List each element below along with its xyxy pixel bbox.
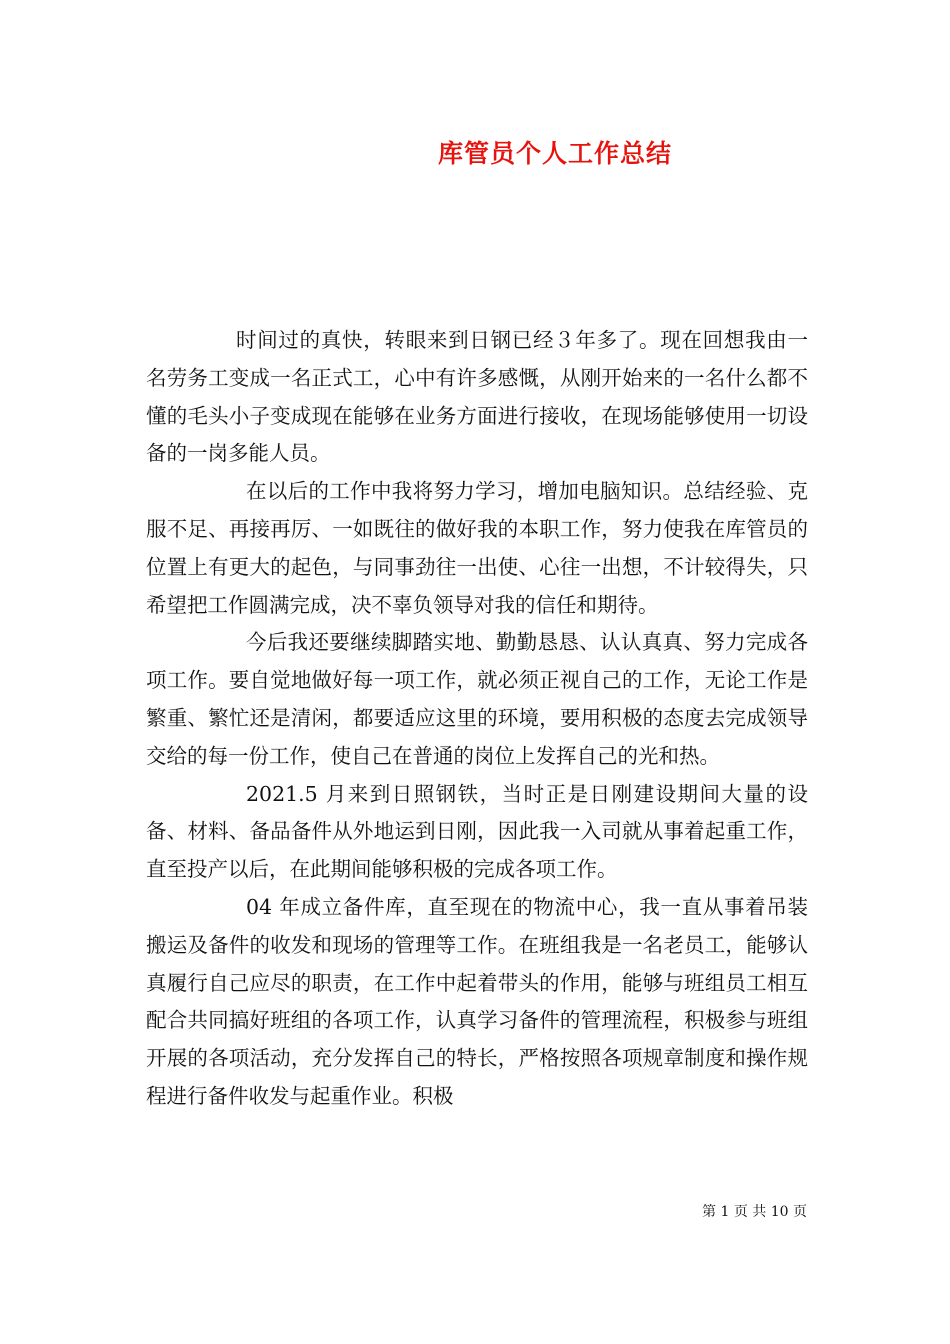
paragraph-1: 时间过的真快，转眼来到日钢已经３年多了。现在回想我由一名劳务工变成一名正式工，心中有许多感慨，从刚开始来的一名什么都不懂的毛头小子变成现在能够在业务方面进行接收，在现场能够使用一切设备的一岗多能人员。	[146, 328, 808, 466]
paragraph-4: 2021.5 月来到日照钢铁，当时正是日刚建设期间大量的设备、材料、备品备件从外地运到日刚，因此我一入司就从事着起重工作，直至投产以后，在此期间能够积极的完成各项工作。	[146, 781, 808, 882]
document-title: 库管员个人工作总结	[437, 139, 672, 168]
paragraph-5: 04 年成立备件库，直至现在的物流中心，我一直从事着吊装搬运及备件的收发和现场的管理等工作。在班组我是一名老员工，能够认真履行自己应尽的职责，在工作中起着带头的作用，能够与班组员工相互配合共同搞好班组的各项工作，认真学习备件的管理流程，积极参与班组开展的各项活动，充分发挥自己的特长，严格按照各项规章制度和操作规程进行备件收发与起重作业。积极	[146, 894, 808, 1108]
page-number-footer: 第 1 页 共 10 页	[702, 1204, 807, 1220]
paragraph-3: 今后我还要继续脚踏实地、勤勤恳恳、认认真真、努力完成各项工作。要自觉地做好每一项工作，就必须正视自己的工作，无论工作是繁重、繁忙还是清闲，都要适应这里的环境，要用积极的态度去完成领导交给的每一份工作，使自己在普通的岗位上发挥自己的光和热。	[146, 630, 808, 768]
document-body	[146, 322, 808, 1116]
paragraph-2: 在以后的工作中我将努力学习，增加电脑知识。总结经验、克服不足、再接再厉、一如既往的做好我的本职工作，努力使我在库管员的位置上有更大的起色，与同事劲往一出使、心往一出想，不计较得失，只希望把工作圆满完成，决不辜负领导对我的信任和期待。	[146, 479, 808, 617]
